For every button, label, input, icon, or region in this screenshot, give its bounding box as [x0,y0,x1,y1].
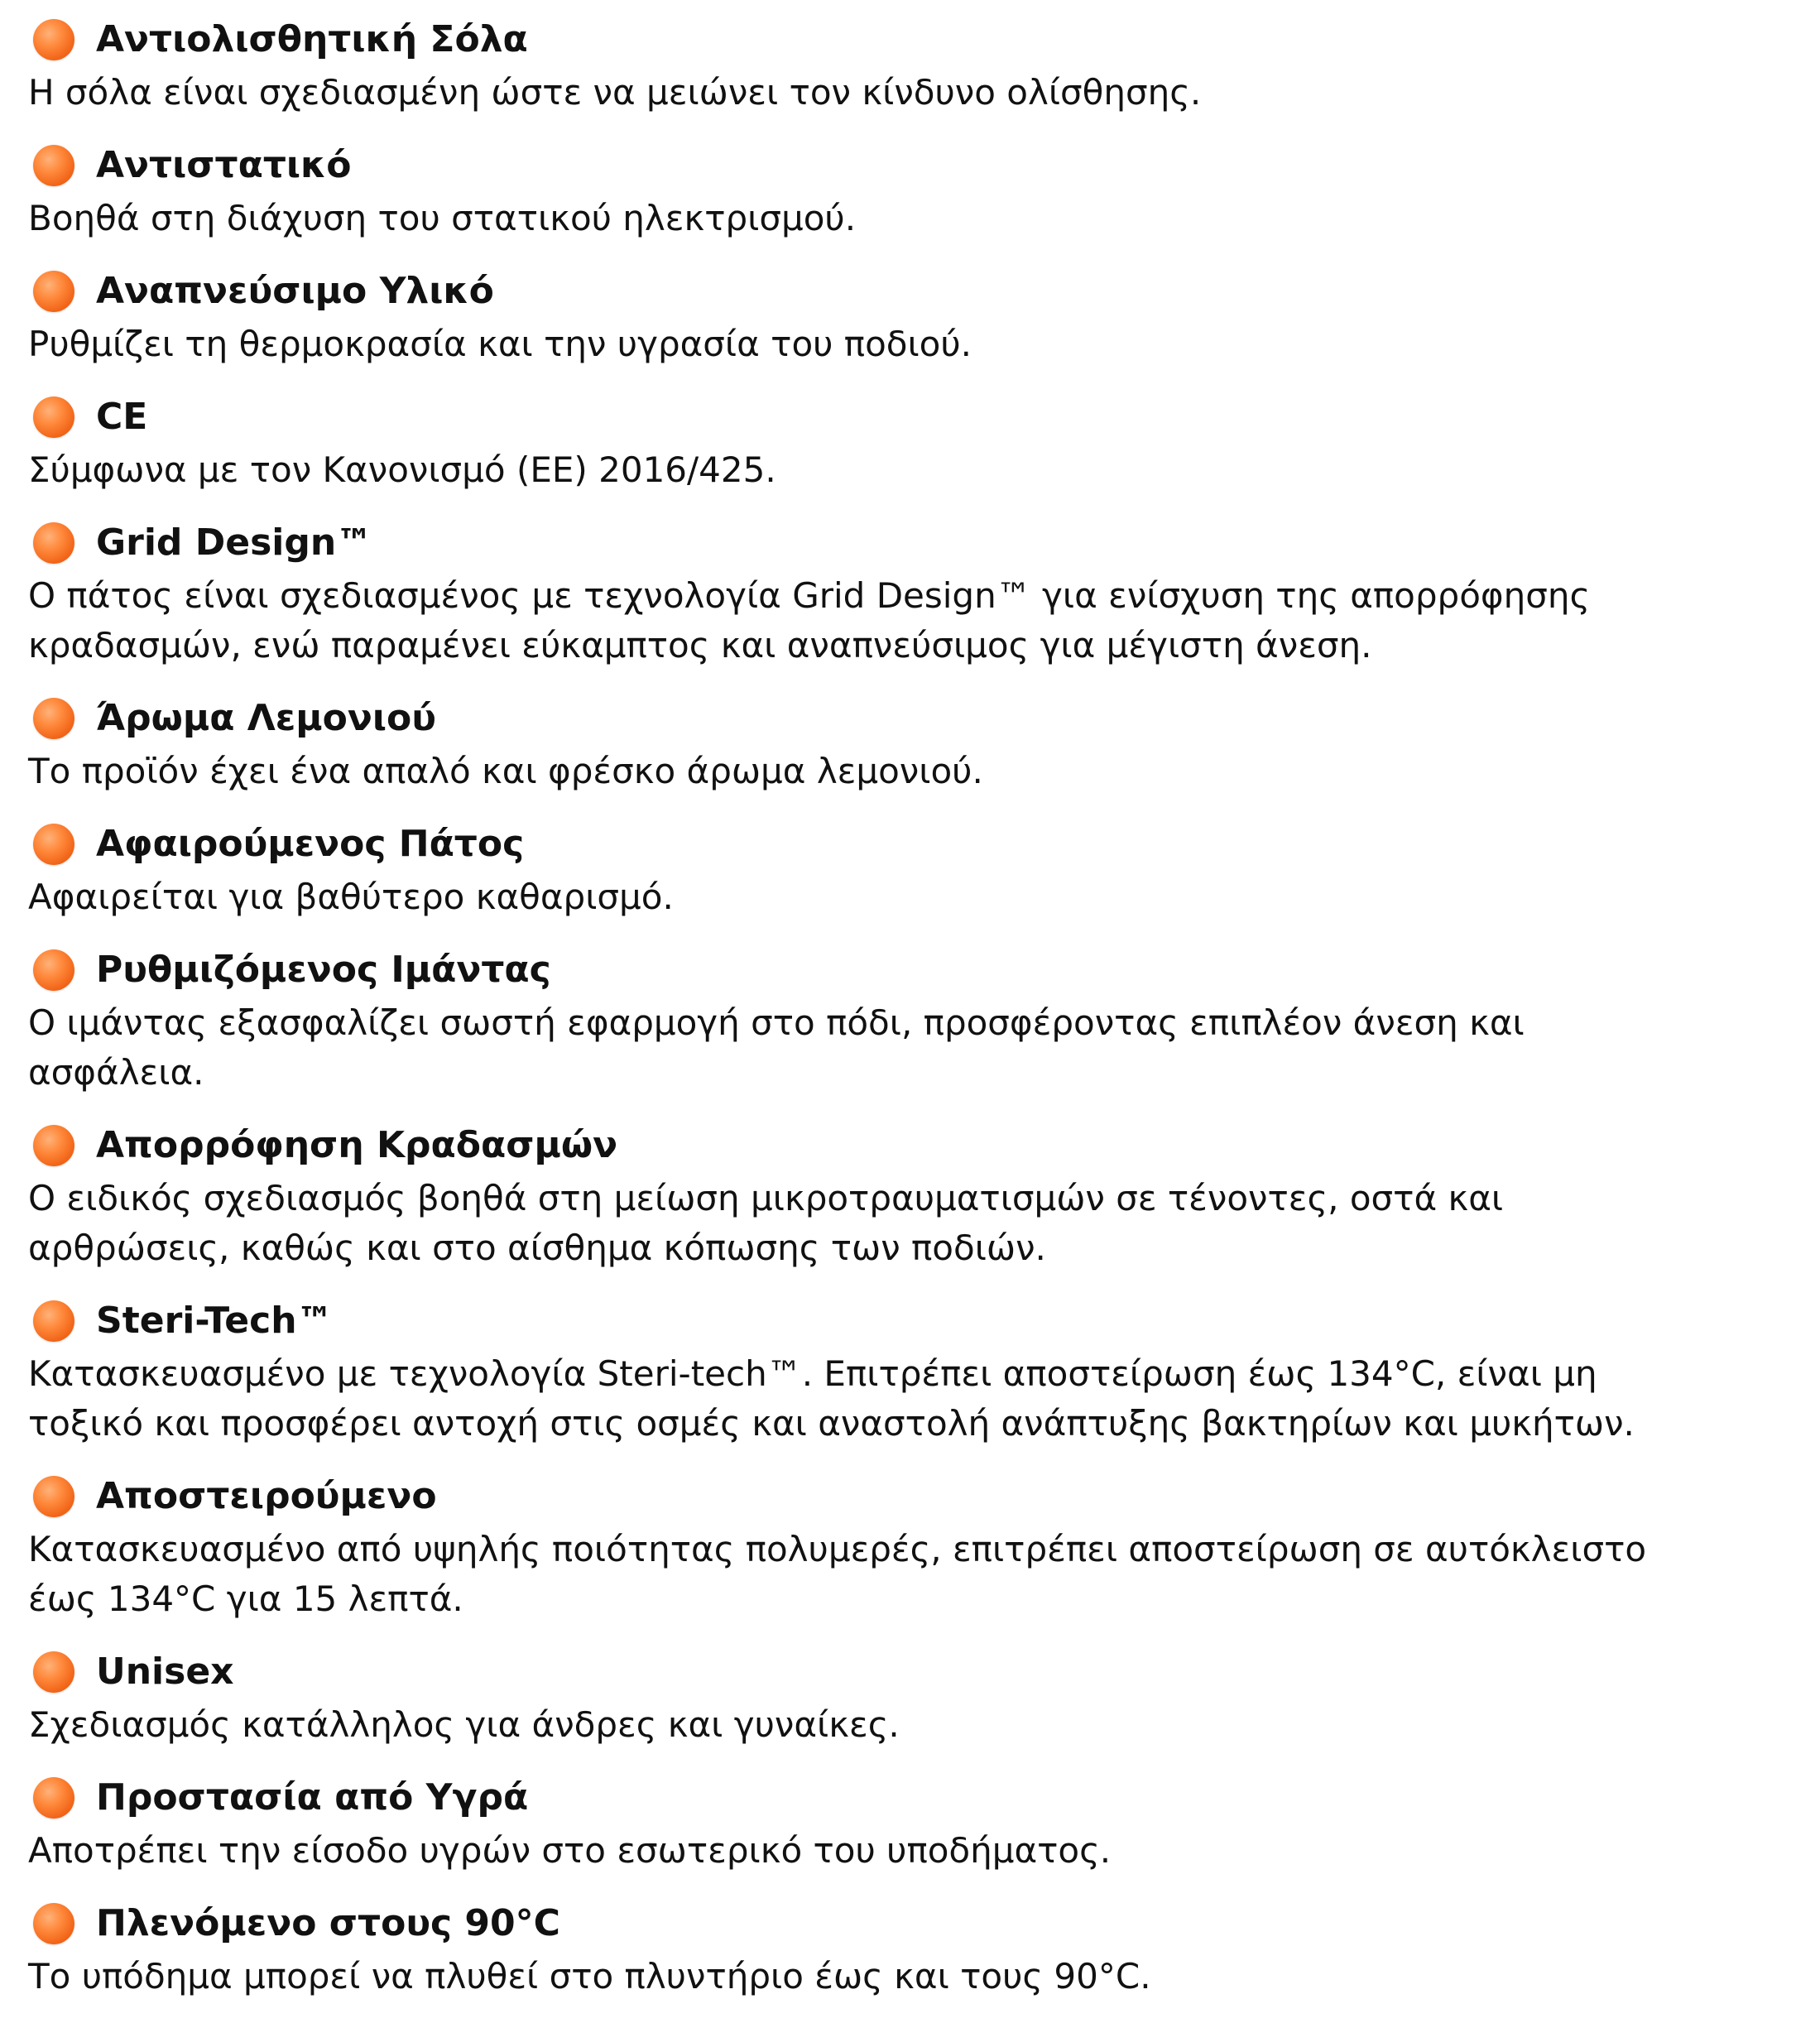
feature-description-line: Σχεδιασμός κατάλληλος για άνδρες και γυναίκες. [28,1704,900,1745]
feature-title: Steri-Tech™ [96,1300,334,1342]
orange-bullet-icon [33,1476,74,1517]
feature-item-ce [28,389,1799,495]
feature-description-line: Κατασκευασμένο από υψηλής ποιότητας πολυμερές, επιτρέπει αποστείρωση σε αυτόκλειστο [28,1529,1647,1569]
feature-header [28,389,1799,445]
feature-header [28,1644,1799,1700]
feature-description [28,571,1799,670]
feature-item-breathable-material [28,263,1799,369]
feature-header [28,816,1799,872]
feature-title: Αντιστατικό [96,144,352,186]
feature-description-line: Ο πάτος είναι σχεδιασμένος με τεχνολογία Grid Design™ για ενίσχυση της απορρόφησης [28,575,1591,616]
feature-description [28,1952,1799,2001]
feature-title: Unisex [96,1651,234,1693]
feature-item-sterilizable [28,1468,1799,1624]
orange-bullet-icon [33,145,74,186]
feature-description [28,445,1799,495]
feature-description-line: Κατασκευασμένο με τεχνολογία Steri-tech™. Επιτρέπει αποστείρωση έως 134°C, είναι μη [28,1353,1597,1394]
orange-bullet-icon [33,1903,74,1944]
feature-title: Ρυθμιζόμενος Ιμάντας [96,949,551,991]
feature-title: Grid Design™ [96,521,373,564]
feature-item-removable-insole [28,816,1799,922]
feature-description-line: κραδασμών, ενώ παραμένει εύκαμπτος και αναπνεύσιμος για μέγιστη άνεση. [28,625,1372,666]
feature-description [28,1174,1799,1273]
feature-description [28,68,1799,118]
feature-title: Αποστειρούμενο [96,1475,437,1517]
feature-description-line: αρθρώσεις, καθώς και στο αίσθημα κόπωσης των ποδιών. [28,1228,1046,1268]
feature-item-shock-absorption [28,1117,1799,1273]
feature-title: CE [96,396,148,438]
feature-description [28,1525,1799,1624]
orange-bullet-icon [33,1651,74,1693]
feature-header [28,690,1799,747]
feature-title: Απορρόφηση Κραδασμών [96,1124,618,1166]
feature-item-steri-tech [28,1293,1799,1449]
feature-description [28,1349,1799,1449]
feature-description [28,194,1799,243]
feature-header [28,1117,1799,1174]
orange-bullet-icon [33,1125,74,1166]
feature-title: Αφαιρούμενος Πάτος [96,823,525,865]
feature-item-grid-design [28,515,1799,670]
feature-header [28,515,1799,571]
feature-title: Αντιολισθητική Σόλα [96,18,528,60]
feature-description [28,1700,1799,1750]
feature-description [28,1826,1799,1876]
feature-list [28,12,1799,2001]
feature-header [28,1896,1799,1952]
feature-description-line: Αφαιρείται για βαθύτερο καθαρισμό. [28,877,674,917]
feature-title: Πλενόμενο στους 90°C [96,1902,560,1944]
feature-header [28,12,1799,68]
feature-description-line: Το υπόδημα μπορεί να πλυθεί στο πλυντήριο έως και τους 90°C. [28,1956,1151,1997]
feature-item-washable-90c [28,1896,1799,2001]
orange-bullet-icon [33,698,74,739]
feature-description-line: Αποτρέπει την είσοδο υγρών στο εσωτερικό του υποδήματος. [28,1830,1112,1871]
orange-bullet-icon [33,396,74,438]
feature-item-anti-slip-sole [28,12,1799,118]
feature-item-liquid-protection [28,1770,1799,1876]
feature-description [28,872,1799,922]
feature-title: Αναπνεύσιμο Υλικό [96,270,494,312]
feature-description-line: έως 134°C για 15 λεπτά. [28,1579,463,1619]
feature-title: Προστασία από Υγρά [96,1776,529,1819]
feature-description [28,320,1799,369]
orange-bullet-icon [33,1300,74,1342]
feature-description-line: Η σόλα είναι σχεδιασμένη ώστε να μειώνει τον κίνδυνο ολίσθησης. [28,72,1202,113]
feature-header [28,1293,1799,1349]
feature-item-lemon-scent [28,690,1799,796]
orange-bullet-icon [33,1777,74,1819]
feature-header [28,137,1799,194]
feature-description-line: Σύμφωνα με τον Κανονισμό (ΕΕ) 2016/425. [28,449,776,490]
feature-title: Άρωμα Λεμονιού [96,697,436,739]
feature-description [28,998,1799,1098]
orange-bullet-icon [33,824,74,865]
feature-item-antistatic [28,137,1799,243]
feature-item-unisex [28,1644,1799,1750]
feature-description [28,747,1799,796]
feature-item-adjustable-strap [28,942,1799,1098]
orange-bullet-icon [33,949,74,991]
feature-description-line: Ρυθμίζει τη θερμοκρασία και την υγρασία του ποδιού. [28,324,972,364]
feature-description-line: Βοηθά στη διάχυση του στατικού ηλεκτρισμού. [28,198,857,238]
feature-description-line: τοξικό και προσφέρει αντοχή στις οσμές και αναστολή ανάπτυξης βακτηρίων και μυκήτων. [28,1403,1635,1444]
feature-description-line: Το προϊόν έχει ένα απαλό και φρέσκο άρωμα λεμονιού. [28,751,983,791]
feature-header [28,942,1799,998]
feature-description-line: Ο ειδικός σχεδιασμός βοηθά στη μείωση μικροτραυματισμών σε τένοντες, οστά και [28,1178,1504,1218]
orange-bullet-icon [33,271,74,312]
orange-bullet-icon [33,522,74,564]
feature-description-line: ασφάλεια. [28,1052,204,1093]
orange-bullet-icon [33,19,74,60]
feature-description-line: Ο ιμάντας εξασφαλίζει σωστή εφαρμογή στο πόδι, προσφέροντας επιπλέον άνεση και [28,1002,1525,1043]
feature-header [28,1770,1799,1826]
feature-header [28,263,1799,320]
feature-header [28,1468,1799,1525]
